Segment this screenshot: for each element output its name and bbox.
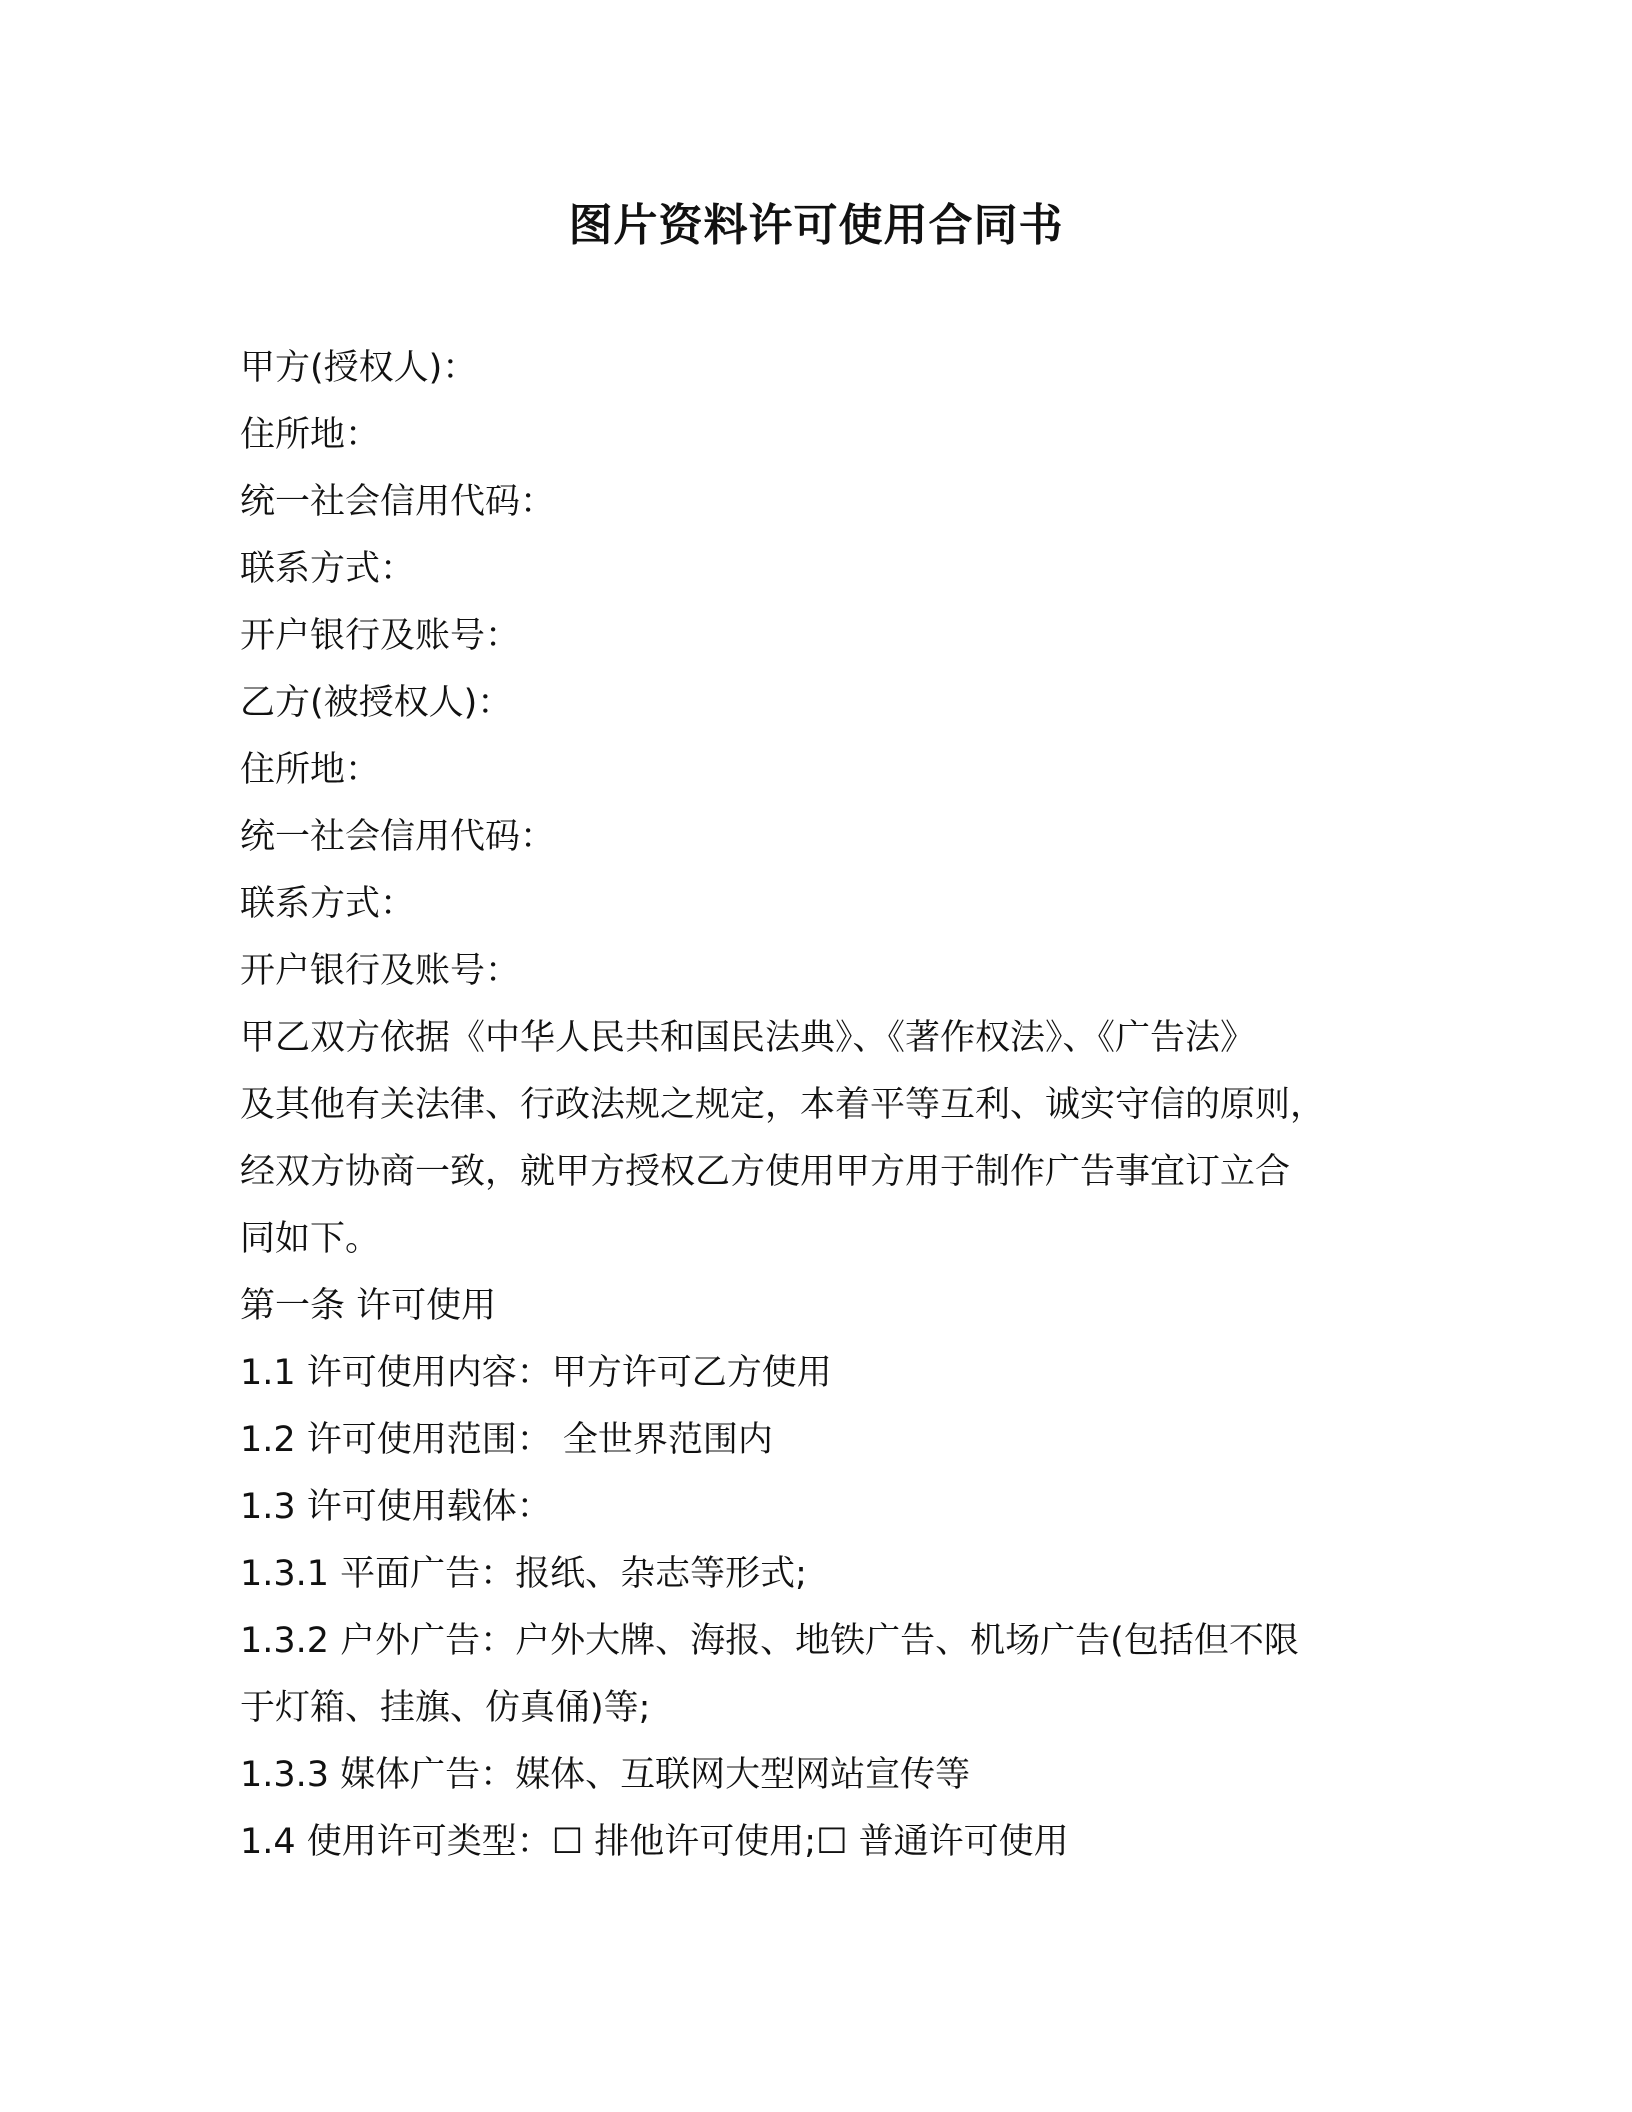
- clause-1-3-2: [240, 1608, 1380, 1742]
- preamble-paragraph: [240, 1005, 1380, 1273]
- preamble-line: 同如下。: [240, 1219, 381, 1259]
- preamble-line: 及其他有关法律、行政法规之规定，本着平等互利、诚实守信的原则，: [240, 1085, 1326, 1125]
- document-body: [240, 335, 1380, 1876]
- party-b-name-label: 乙方(被授权人)：: [240, 683, 513, 723]
- party-a-credit-code-label: 统一社会信用代码：: [240, 482, 556, 522]
- party-b-address-label: 住所地：: [240, 750, 381, 790]
- preamble-line: 甲乙双方依据《中华人民共和国民法典》、《著作权法》、《广告法》: [240, 1018, 1256, 1058]
- document-title: 图片资料许可使用合同书: [568, 200, 1064, 251]
- party-a-contact-label: 联系方式：: [240, 549, 416, 589]
- party-b-credit-code-label: 统一社会信用代码：: [240, 817, 556, 857]
- clause-1-1: 1.1 许可使用内容：甲方许可乙方使用: [240, 1353, 832, 1393]
- clause-1-3-2-line: 于灯箱、挂旗、仿真俑)等;: [240, 1688, 651, 1728]
- preamble-line: 经双方协商一致，就甲方授权乙方使用甲方用于制作广告事宜订立合: [240, 1152, 1291, 1192]
- clause-1-3: 1.3 许可使用载体：: [240, 1487, 552, 1527]
- party-a-name-label: 甲方(授权人)：: [240, 348, 478, 388]
- clause-1-4: 1.4 使用许可类型：☐ 排他许可使用;☐ 普通许可使用: [240, 1822, 1069, 1862]
- party-b-contact-label: 联系方式：: [240, 884, 416, 924]
- clause-1-3-2-line: 1.3.2 户外广告：户外大牌、海报、地铁广告、机场广告(包括但不限: [240, 1621, 1299, 1661]
- party-a-bank-label: 开户银行及账号：: [240, 616, 521, 656]
- article-1-heading: 第一条 许可使用: [240, 1286, 497, 1326]
- party-b-bank-label: 开户银行及账号：: [240, 951, 521, 991]
- party-a-address-label: 住所地：: [240, 415, 381, 455]
- clause-1-3-1: 1.3.1 平面广告：报纸、杂志等形式;: [240, 1554, 807, 1594]
- clause-1-2: 1.2 许可使用范围： 全世界范围内: [240, 1420, 773, 1460]
- clause-1-3-3: 1.3.3 媒体广告：媒体、互联网大型网站宣传等: [240, 1755, 971, 1795]
